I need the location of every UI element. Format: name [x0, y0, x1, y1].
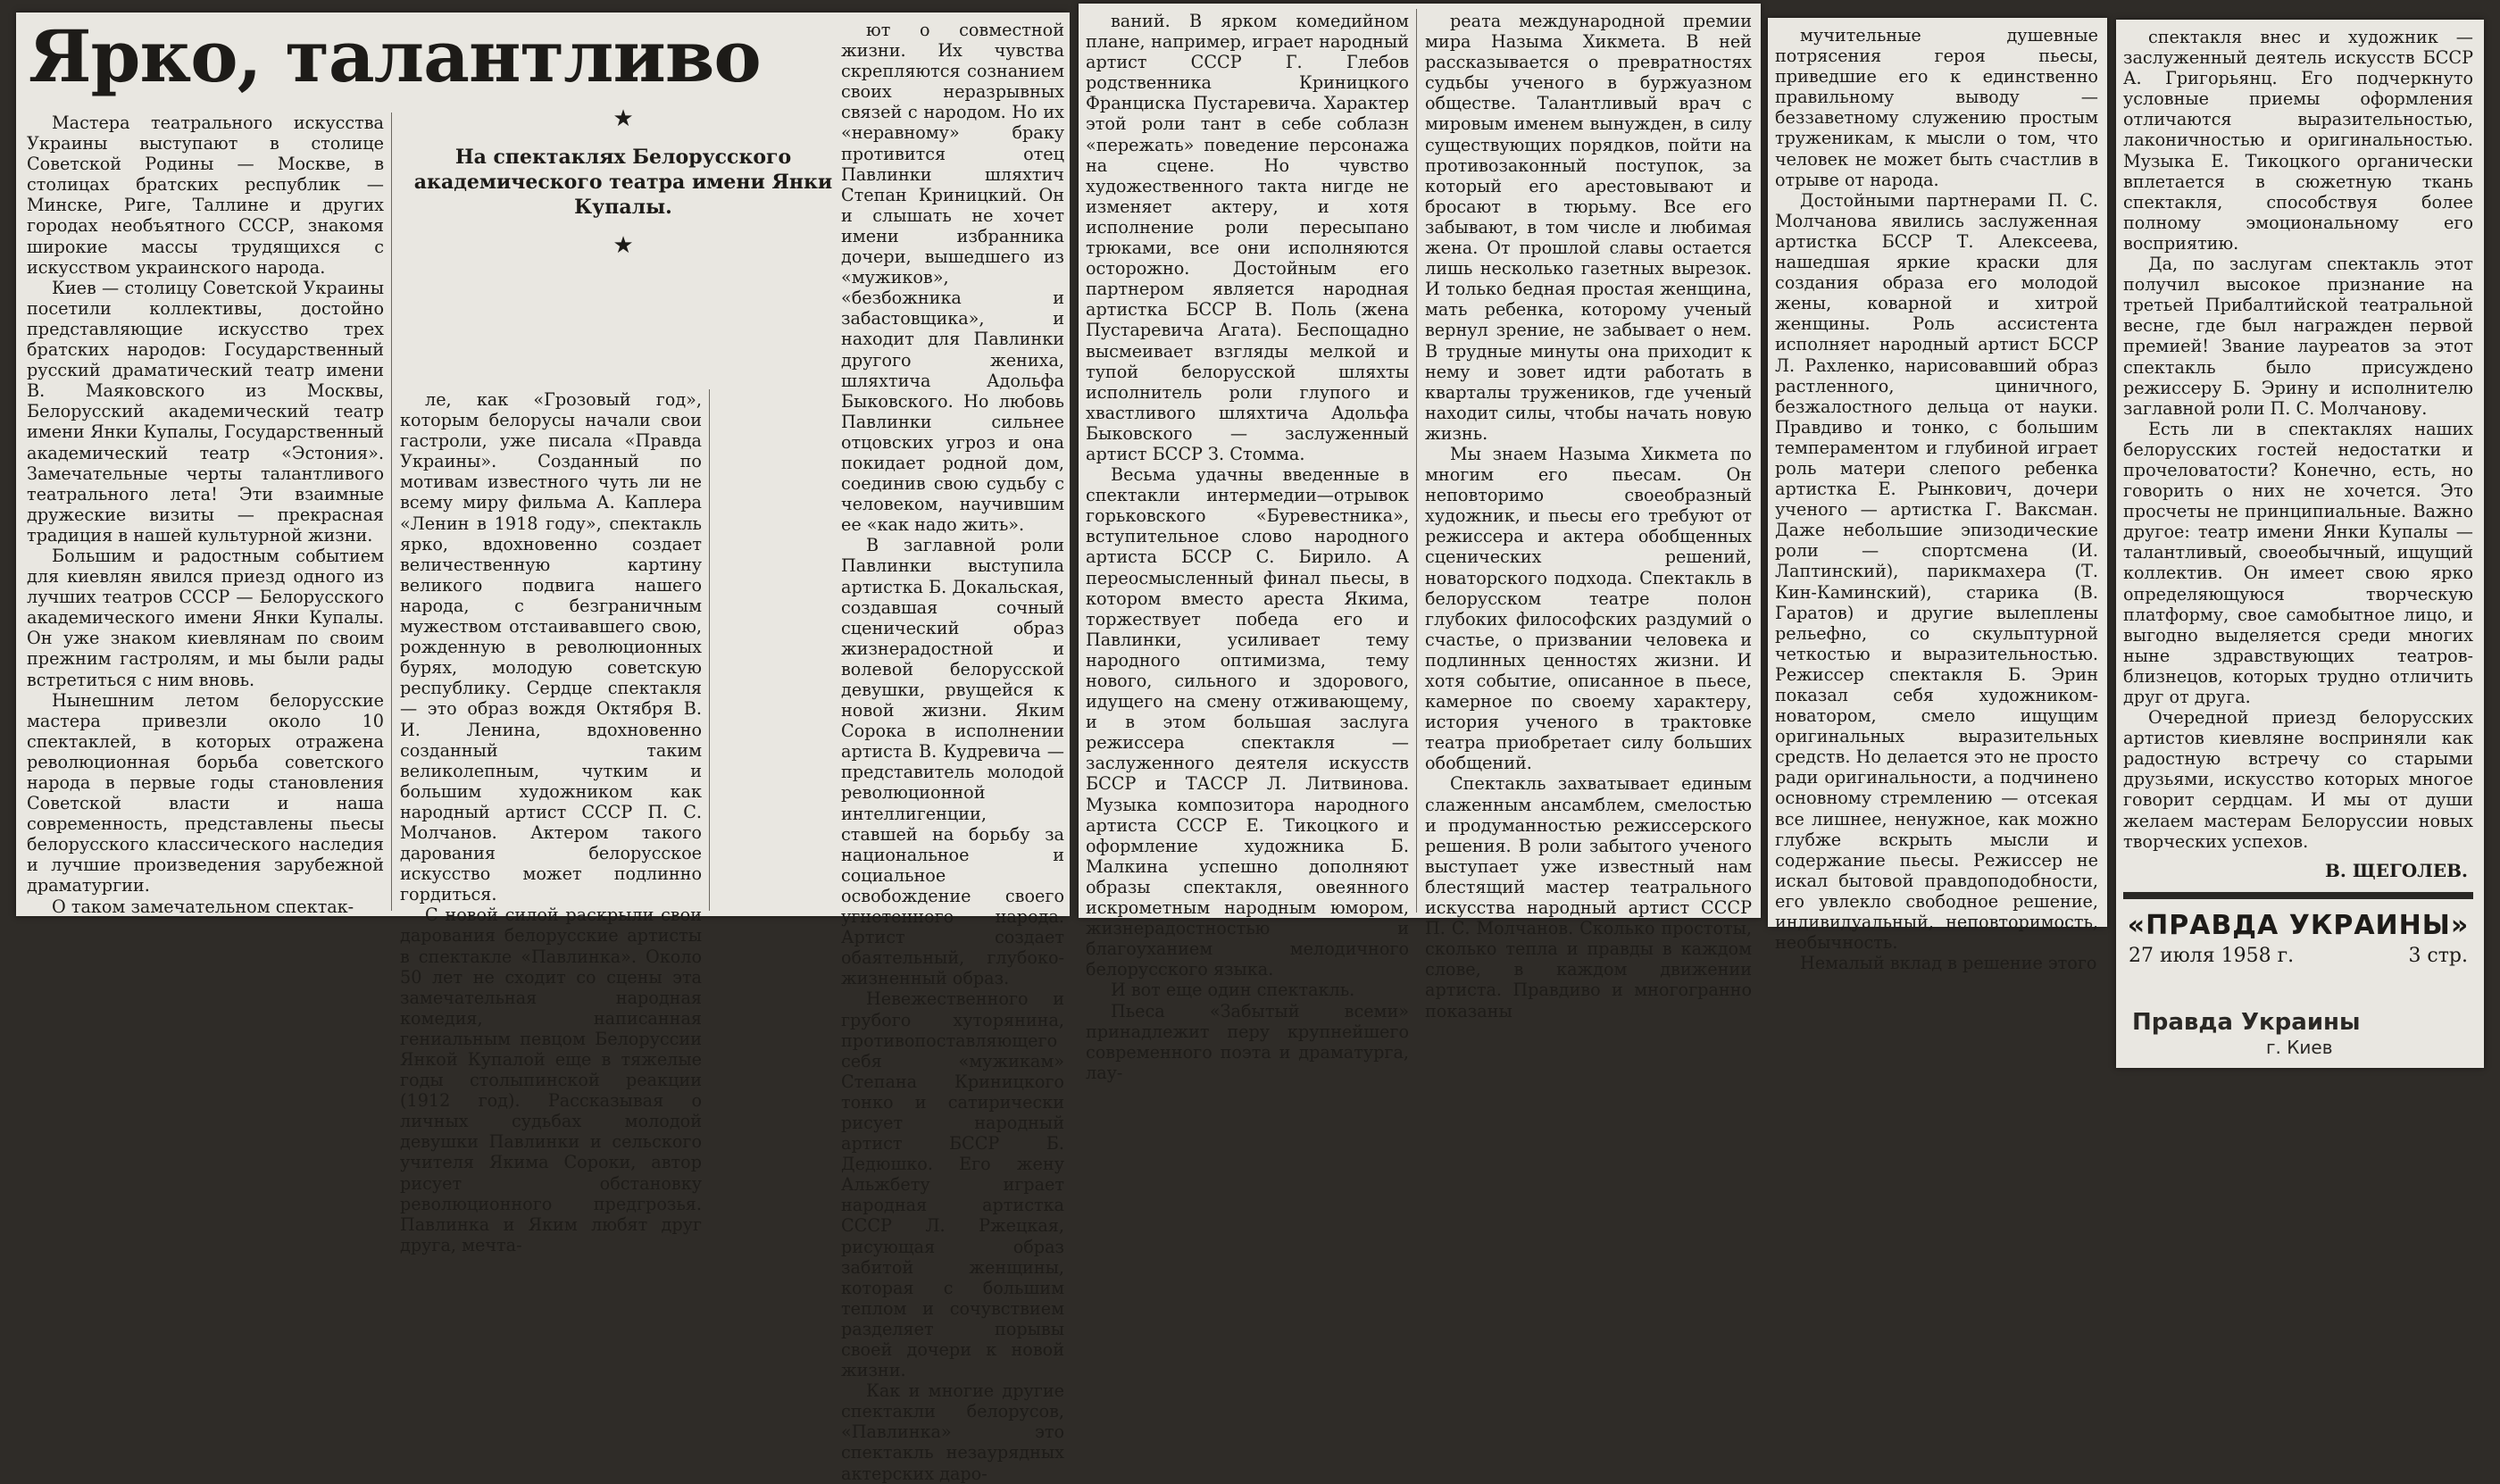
publication-date: 27 июля 1958 г.: [2129, 944, 2295, 967]
paragraph: И вот еще один спектакль.: [1111, 980, 1355, 1001]
article-column-3: [841, 20, 1064, 1484]
star-ornament: ★: [612, 232, 634, 259]
stamp-newspaper: Правда Украины: [2132, 1009, 2361, 1036]
paragraph: мучительные душевные потрясения героя пьесы, приведшие его к единственно правильному выводу — беззаветному служению простым труженикам, к мысли о том, что человек не может быть счастлив в отрыве от народа.: [1775, 25, 2098, 190]
paragraph: Мастера театрального искусства Украины выступают в столице Советской Родины — Москве, в столицах братских республик — Минске, Риге, Таллине и других городах необъятного СССР, знакомя широкие массы трудящихся с искусством украинского народа.: [27, 113, 384, 278]
paragraph: Очередной приезд белорусских артистов киевляне восприняли как радостную встречу со старыми друзьями, искусство которых многое говорит сердцам. И мы от души желаем мастерам Белоруссии новых творческих успехов.: [2123, 707, 2473, 852]
divider: [2123, 892, 2473, 899]
paragraph: ваний. В ярком комедийном плане, например, играет народный артист СССР Г. Глебов родственника Криницкого Франциска Пустаревича. Характер этой роли тант в себе соблазн «пережать» поведение персонажа на сцене. Но чувство художественного такта нигде не изменяет актеру, и хотя исполнение роли пересыпано трюками, все они исполняются осторожно. Достойным его партнером является народная артистка БССР В. Поль (жена Пустаревича Агата). Беспощадно высмеивает взгляды мелкой и тупой белорусской шляхты исполнитель роли глупого и хвастливого шляхтича Адольфа Быковского — заслуженный артист БССР З. Стомма.: [1086, 11, 1409, 464]
article-headline: Ярко, талантливо: [29, 14, 761, 98]
paragraph: Мы знаем Назыма Хикмета по многим его пьесам. Он неповторимо своеобразный художник, и пьесы его требуют от режиссера и актера обобщенных сценических решений, новаторского подхода. Спектакль в белорусском театре полон глубоких философских раздумий о счастье, о призвании человека и подлинных ценностях жизни. И хотя событие, описанное в пьесе, камерное по своему характеру, история ученого в трактовке театра приобретает силу больших обобщений.: [1425, 443, 1752, 774]
star-ornament: ★: [612, 105, 634, 132]
paragraph: Киев — столицу Советской Украины посетили коллективы, достойно представляющие искусство трех братских народов: Государственный русский драматический театр имени В. Маяковского из Москвы, Белорусский академический театр имени Янки Купалы, Государственный академический театр «Эстония». Замечательные черты талантливого театрального лета! Эти взаимные дружеские визиты — прекрасная традиция в нашей культурной жизни.: [27, 277, 384, 546]
article-subhead: На спектаклях Белорусского академического театра имени Янки Купалы.: [413, 146, 833, 219]
dateline: [2123, 944, 2473, 969]
paragraph: реата международной премии мира Назыма Хикмета. В ней рассказывается о превратностях судьбы ученого в буржуазном обществе. Талантливый врач с мировым именем вынужден, в силу существующих порядков, пойти на противозаконный поступок, за который его арестовывают и бросают в тюрьму. Все его забывают, в том числе и любимая жена. От прошлой славы остается лишь несколько газетных вырезок. И только бедная простая женщина, мать ребенка, которому ученый вернул зрение, не забывает о нем. В трудные минуты она приходит к нему и зовет идти работать в кварталы тружеников, где ученый находит силы, чтобы начать новую жизнь.: [1425, 11, 1752, 444]
paragraph: Нынешним летом белорусские мастера привезли около 10 спектаклей, в которых отражена революционная борьба советского народа в первые годы становления Советской власти и наша современность, представлены пьесы белорусского классического наследия и лучшие произведения зарубежной драматургии.: [27, 689, 384, 896]
paragraph: Большим и радостным событием для киевлян явился приезд одного из лучших театров СССР — Белорусского академического имени Янки Купалы. Он уже знаком киевлянам по своим прежним гастролям, и мы были рады встретиться с ним вновь.: [27, 545, 384, 690]
source-stamp: [2132, 1009, 2471, 1059]
clipping-center: [1079, 4, 1761, 1083]
paragraph: Спектакль захватывает единым слаженным ансамблем, смелостью и продуманностью режиссерского решения. В роли забытого ученого выступает уже известный нам блестящий мастер театрального искусства народный артист СССР П. С. Молчанов. Сколько простоты, сколько тепла и правды в каждом слове, в каждом движении артиста. Правдиво и многогранно показаны: [1425, 773, 1752, 1021]
article-column-6: [1775, 25, 2098, 974]
paragraph: Весьма удачны введенные в спектакли интермедии—отрывок горьковского «Буревестника», вступительное слово народного артиста БССР С. Бирило. А переосмысленный финал пьесы, в котором вместо ареста Якима, торжествует победа его и Павлинки, усиливает тему народного оптимизма, тему нового, сильного и здорового, идущего на смену отживающему, и в этом большая заслуга режиссера спектакля — заслуженного деятеля искусств БССР и ТАССР Л. Литвинова. Музыка композитора народного артиста СССР Е. Тикоцкого и оформление художника Б. Малкина успешно дополняют образы спектакля, овеянного искрометным народным юмором, жизнерадостностью и благоуханием мелодичного белорусского языка.: [1086, 464, 1409, 980]
newspaper-name: «ПРАВДА УКРАИНЫ»: [2127, 909, 2470, 941]
column-rule: [391, 113, 392, 911]
clipping-right: [1768, 18, 2107, 974]
article-column-4: [1086, 11, 1409, 1083]
paragraph: Есть ли в спектаклях наших белорусских гостей недостатки и прочеловатости? Конечно, есть, но говорить о них не хочется. Это просчеты не принципиальные. Важно другое: театр имени Янки Купалы — талантливый, своеобычный, ищущий коллектив. Он имеет свою ярко определяющуюся творческую платформу, свое самобытное лицо, и выгодно выделяется среди многих ныне здравствующих театров-близнецов, которых трудно отличить друг от друга.: [2123, 418, 2473, 707]
article-column-2: [400, 389, 702, 1255]
author-signature: В. ЩЕГОЛЕВ.: [2325, 859, 2468, 881]
paragraph: ют о совместной жизни. Их чувства скрепляются сознанием своих неразрывных связей с народом. Но их «неравному» браку противится отец Павлинки шляхтич Степан Криницкий. Он и слышать не хочет имени избранника дочери, вышедшего из «мужиков», «безбожника и забастовщика», и находит для Павлинки другого жениха, шляхтича Адольфа Быковского. Но любовь Павлинки сильнее отцовских угроз и она покидает родной дом, соединив свою судьбу с человеком, научившим ее «как надо жить».: [841, 20, 1064, 536]
article-column-1: [27, 113, 384, 917]
article-column-5: [1425, 11, 1752, 1021]
paragraph: Немалый вклад в решение этого: [1800, 953, 2097, 974]
paragraph: Пьеса «Забытый всеми» принадлежит перу крупнейшего современного поэта и драматурга, лау-: [1086, 1000, 1409, 1083]
subhead-block: [400, 105, 846, 373]
article-column-7: [2123, 27, 2473, 967]
paragraph: Да, по заслугам спектакль этот получил высокое признание на третьей Прибалтийской театральной весне, где был награжден первой премией! Звание лауреатов за этот спектакль было присуждено режиссеру Б. Эрину и исполнителю заглавной роли П. С. Молчанову.: [2123, 254, 2473, 419]
paragraph: ле, как «Грозовый год», которым белорусы начали свои гастроли, уже писала «Правда Украины». Созданный по мотивам известного чуть ли не всему миру фильма А. Каплера «Ленин в 1918 году», спектакль ярко, вдохновенно создает величественную картину великого подвига нашего народа, с безграничным мужеством отстаивавшего свою, рожденную в революционных бурях, молодую советскую республику. Сердце спектакля — это образ вождя Октября В. И. Ленина, вдохновенно созданный таким великолепным, чутким и большим художником как народный артист СССР П. С. Молчанов. Актером такого дарования белорусское искусство может подлинно гордиться.: [400, 389, 702, 905]
paragraph: Достойными партнерами П. С. Молчанова явились заслуженная артистка БССР Т. Алексеева, нашедшая яркие краски для создания образа его молодой жены, коварной и хитрой женщины. Роль ассистента исполняет народный артист БССР Л. Рахленко, нарисовавший образ растленного, циничного, безжалостного дельца от науки. Правдиво и тонко, с большим темпераментом и глубиной играет роль матери слепого ребенка артистка Е. Рынкович, дочери ученого — артистка Г. Ваксман. Даже небольшие эпизодические роли — спортсмена (И. Лаптинский), парикмахера (Т. Кин-Каминский), старика (В. Гаратов) и другие вылеплены рельефно, со скульптурной четкостью и выразительностью. Режиссер спектакля Б. Эрин показал себя художником-новатором, смело ищущим оригинальных выразительных средств. Но делается это не просто ради оригинальности, а подчинено основному стремлению — отсекая все лишнее, ненужное, как можно глубже вскрыть мысли и содержание пьесы. Режиссер не искал бытовой правдоподобности, его увлекло свободное решение, индивидуальный, неповторимость, необычность.: [1775, 189, 2098, 954]
paragraph: Невежественного и грубого хуторянина, противопоставляющего себя «мужикам» Степана Криницкого тонко и сатирически рисует народный артист БССР Б. Дедюшко. Его жену Альжбету играет народная артистка СССР Л. Ржецкая, рисующая образ забитой женщины, которая с большим теплом и сочувствием разделяет порывы своей дочери к новой жизни.: [841, 988, 1064, 1381]
stamp-city: г. Киев: [2266, 1037, 2333, 1058]
clipping-far-right: [2116, 20, 2484, 1068]
paragraph: С новой силой раскрыли свои дарования белорусские артисты в спектакле «Павлинка». Около 50 лет не сходит со сцены эта замечательная народная комедия, написанная гениальным певцом Белоруссии Янкой Купалой еще в тяжелые годы столыпинской реакции (1912 год). Рассказывая о личных судьбах молодой девушки Павлинки и сельского учителя Якима Сороки, автор рисует обстановку революционного предгрозья. Павлинка и Яким любят друг друга, мечта-: [400, 905, 702, 1255]
paragraph: Как и многие другие спектакли белорусов, «Павлинка» это спектакль незаурядных актерских даро-: [841, 1380, 1064, 1484]
paragraph: О таком замечательном спектак-: [52, 896, 354, 917]
clipping-center-left: [836, 13, 1070, 1484]
page-number: 3 стр.: [2408, 944, 2468, 967]
column-rule: [1416, 9, 1417, 913]
paragraph: В заглавной роли Павлинки выступила артистка Б. Докальская, создавшая сочный сценический образ жизнерадостной и волевой белорусской девушки, рвущейся к новой жизни. Яким Сорока в исполнении артиста В. Кудревича — представитель молодой революционной интеллигенции, ставшей на борьбу за национальное и социальное освобождение своего угнетенного народа. Артист создает обаятельный, глубоко-жизненный образ.: [841, 535, 1064, 989]
paragraph: спектакля внес и художник — заслуженный деятель искусств БССР А. Григорьянц. Его подчеркнуто условные приемы оформления отличаются выразительностью, лаконичностью и оригинальностью. Музыка Е. Тикоцкого органически вплетается в сюжетную ткань спектакля, способствуя более полному эмоциональному его восприятию.: [2123, 27, 2473, 254]
column-rule: [709, 389, 710, 911]
